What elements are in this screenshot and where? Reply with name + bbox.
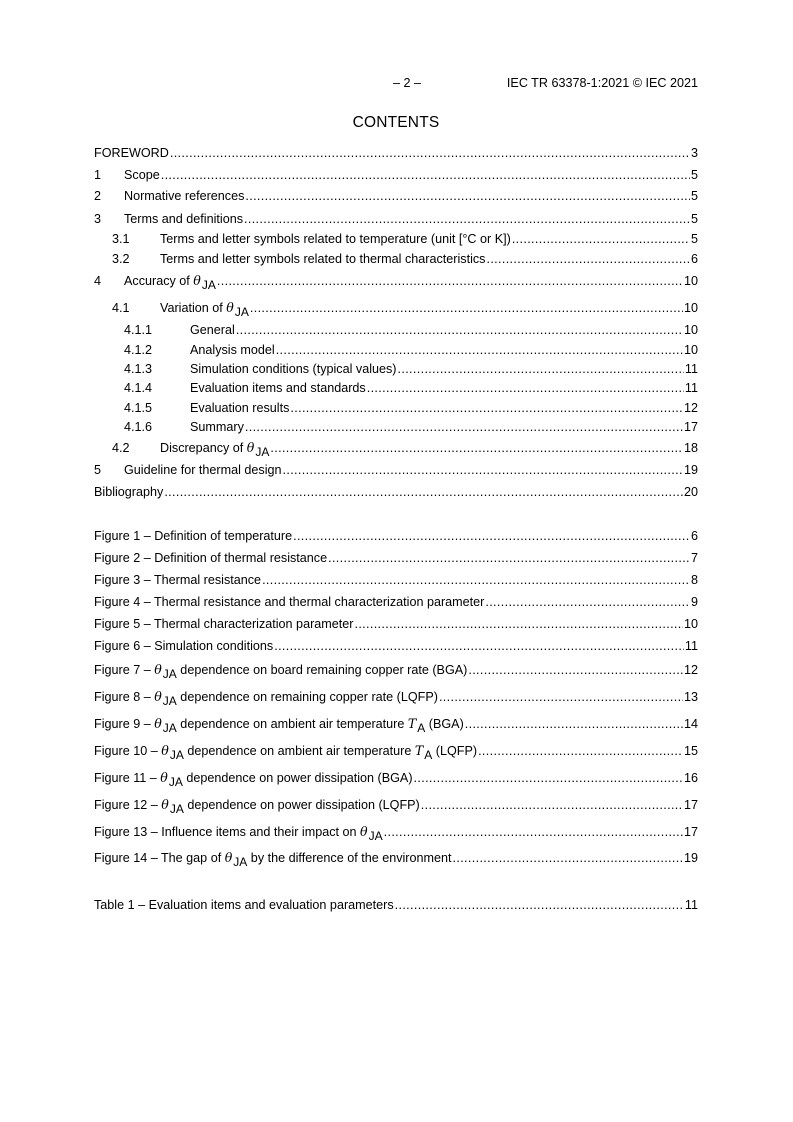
- toc-page-number: 5: [690, 168, 698, 182]
- leader-dots: [512, 231, 690, 248]
- toc-entry-text: Terms and letter symbols related to temperature (unit [°C or K]): [160, 232, 511, 246]
- toc-entry-section-4-1-6[interactable]: [94, 419, 698, 436]
- leader-dots: [384, 824, 683, 841]
- figure-page-number: 8: [690, 573, 698, 587]
- page-header: [94, 76, 698, 92]
- toc-entry-text: Analysis model: [190, 343, 275, 357]
- figure-page-number: 6: [690, 529, 698, 543]
- figure-page-number: 17: [683, 825, 698, 839]
- figure-entry-text: Figure 8 – θJA dependence on remaining copper rate (LQFP): [94, 689, 438, 708]
- leader-dots: [485, 594, 690, 611]
- toc-section-number: 4: [94, 274, 102, 288]
- leader-dots: [290, 400, 683, 417]
- temperature-symbol: T: [414, 743, 424, 758]
- toc-entry-section-3-2[interactable]: [94, 251, 698, 268]
- figure-entry-text: Figure 5 – Thermal characterization parameter: [94, 617, 354, 631]
- leader-dots: [245, 188, 690, 205]
- toc-page-number: 19: [683, 463, 698, 477]
- figure-entry-4[interactable]: [94, 594, 698, 611]
- leader-dots: [293, 528, 690, 545]
- leader-dots: [262, 572, 690, 589]
- figure-entry-7[interactable]: [94, 661, 698, 681]
- toc-page-number: 11: [684, 381, 698, 395]
- theta-subscript: JA: [368, 829, 383, 843]
- figure-entry-text: Figure 14 – The gap of θJA by the difference of the environment: [94, 850, 452, 869]
- table-entry-1[interactable]: [94, 897, 698, 914]
- figure-page-number: 19: [683, 851, 698, 865]
- figure-entry-11[interactable]: [94, 769, 698, 789]
- figure-page-number: 7: [690, 551, 698, 565]
- toc-entry-text: General: [190, 323, 235, 337]
- theta-subscript: JA: [168, 775, 183, 789]
- figure-entry-13[interactable]: [94, 823, 698, 843]
- page-number: – 2 –: [393, 76, 422, 90]
- leader-dots: [283, 462, 683, 479]
- figure-page-number: 16: [683, 771, 698, 785]
- table-entry-text: Table 1 – Evaluation items and evaluation parameters: [94, 898, 394, 912]
- toc-entry-text: FOREWORD: [94, 146, 169, 160]
- leader-dots: [244, 211, 690, 228]
- toc-entry-text: Bibliography: [94, 485, 164, 499]
- theta-symbol: θ: [161, 797, 169, 812]
- toc-section-number: 4.1: [112, 301, 130, 315]
- toc-entry-text: Scope: [124, 168, 160, 182]
- toc-entry-text: Summary: [190, 420, 244, 434]
- toc-entry-text: Normative references: [124, 189, 245, 203]
- toc-page-number: 6: [690, 252, 698, 266]
- toc-page-number: 17: [683, 420, 698, 434]
- figure-entry-text: Figure 6 – Simulation conditions: [94, 639, 274, 653]
- toc-entry-section-1[interactable]: [94, 167, 698, 184]
- figure-entry-text: Figure 10 – θJA dependence on ambient air temperature TA (LQFP): [94, 743, 478, 762]
- toc-entry-bibliography[interactable]: [94, 484, 698, 501]
- toc-entry-text: Evaluation items and standards: [190, 381, 366, 395]
- theta-symbol: θ: [246, 440, 255, 455]
- leader-dots: [395, 897, 684, 914]
- temperature-symbol: T: [407, 716, 417, 731]
- figure-entry-10[interactable]: [94, 742, 698, 762]
- leader-dots: [439, 689, 683, 706]
- leader-dots: [468, 662, 683, 679]
- leader-dots: [245, 419, 683, 436]
- figure-entry-1[interactable]: [94, 528, 698, 545]
- toc-section-number: 3.1: [112, 232, 130, 246]
- theta-subscript: JA: [162, 721, 177, 735]
- table-page-number: 11: [684, 898, 698, 912]
- theta-subscript: JA: [233, 855, 248, 869]
- toc-entry-section-4-1-5[interactable]: [94, 400, 698, 417]
- toc-entry-section-4-1-4[interactable]: [94, 380, 698, 397]
- toc-section-number: 5: [94, 463, 102, 477]
- toc-page-number: 20: [683, 485, 698, 499]
- toc-entry-text: Discrepancy of θJA: [160, 440, 270, 459]
- theta-symbol: θ: [226, 300, 234, 315]
- toc-page-number: 10: [683, 323, 698, 337]
- toc-entry-text: Evaluation results: [190, 401, 290, 415]
- leader-dots: [414, 770, 683, 787]
- toc-entry-text: Guideline for thermal design: [124, 463, 282, 477]
- theta-symbol: θ: [193, 273, 201, 288]
- theta-subscript: JA: [201, 278, 216, 292]
- document-reference: IEC TR 63378-1:2021 © IEC 2021: [506, 76, 698, 90]
- leader-dots: [170, 145, 690, 162]
- theta-symbol: θ: [160, 770, 168, 785]
- toc-page-number: 3: [690, 146, 698, 160]
- toc-page-number: 10: [683, 301, 698, 315]
- figure-page-number: 9: [690, 595, 698, 609]
- toc-entry-section-3[interactable]: [94, 211, 698, 228]
- figure-entry-text: Figure 1 – Definition of temperature: [94, 529, 293, 543]
- toc-section-number: 1: [94, 168, 102, 182]
- figure-entry-text: Figure 13 – Influence items and their impact on θJA: [94, 824, 383, 843]
- figure-page-number: 17: [683, 798, 698, 812]
- figure-entry-text: Figure 12 – θJA dependence on power dissipation (LQFP): [94, 797, 420, 816]
- leader-dots: [161, 167, 690, 184]
- theta-symbol: θ: [154, 689, 162, 704]
- figure-entry-9[interactable]: [94, 715, 698, 735]
- theta-symbol: θ: [161, 743, 169, 758]
- temperature-subscript: A: [417, 721, 426, 735]
- figure-entry-text: Figure 3 – Thermal resistance: [94, 573, 262, 587]
- toc-section-number: 4.1.5: [124, 401, 153, 415]
- theta-symbol: θ: [154, 716, 162, 731]
- toc-section-number: 4.1.4: [124, 381, 153, 395]
- leader-dots: [367, 380, 684, 397]
- leader-dots: [164, 484, 683, 501]
- figure-entry-text: Figure 9 – θJA dependence on ambient air temperature TA (BGA): [94, 716, 464, 735]
- toc-entry-section-4-1-3[interactable]: [94, 361, 698, 378]
- toc-page-number: 10: [683, 343, 698, 357]
- toc-section-number: 2: [94, 189, 102, 203]
- theta-subscript: JA: [255, 445, 270, 459]
- toc-entry-section-4[interactable]: [94, 272, 698, 292]
- toc-section-number: 3.2: [112, 252, 130, 266]
- figure-entry-12[interactable]: [94, 796, 698, 816]
- figure-entry-6[interactable]: [94, 638, 698, 655]
- leader-dots: [465, 716, 683, 733]
- leader-dots: [486, 251, 690, 268]
- toc-page-number: 10: [683, 274, 698, 288]
- figure-page-number: 13: [683, 690, 698, 704]
- toc-section-number: 4.1.3: [124, 362, 153, 376]
- figure-entry-text: Figure 7 – θJA dependence on board remaining copper rate (BGA): [94, 662, 468, 681]
- toc-entry-foreword[interactable]: [94, 145, 698, 162]
- figure-page-number: 11: [684, 639, 698, 653]
- leader-dots: [398, 361, 684, 378]
- toc-entry-text: Terms and letter symbols related to thermal characteristics: [160, 252, 486, 266]
- theta-subscript: JA: [234, 305, 249, 319]
- toc-entry-section-4-1[interactable]: [94, 299, 698, 319]
- theta-symbol: θ: [360, 824, 368, 839]
- toc-section-number: 4.1.2: [124, 343, 153, 357]
- theta-subscript: JA: [169, 748, 184, 762]
- theta-symbol: θ: [224, 850, 233, 865]
- leader-dots: [250, 300, 683, 317]
- temperature-subscript: A: [424, 748, 433, 762]
- toc-page-number: 5: [690, 232, 698, 246]
- toc-entry-section-3-1[interactable]: [94, 231, 698, 248]
- figure-page-number: 12: [683, 663, 698, 677]
- toc-entry-section-2[interactable]: [94, 188, 698, 205]
- leader-dots: [478, 743, 683, 760]
- theta-symbol: θ: [154, 662, 162, 677]
- toc-section-number: 4.1.1: [124, 323, 153, 337]
- toc-page-number: 12: [683, 401, 698, 415]
- toc-entry-text: Terms and definitions: [124, 212, 244, 226]
- theta-subscript: JA: [162, 694, 177, 708]
- leader-dots: [270, 440, 683, 457]
- toc-section-number: 4.1.6: [124, 420, 153, 434]
- leader-dots: [453, 850, 683, 867]
- toc-page-number: 11: [684, 362, 698, 376]
- figure-entry-3[interactable]: [94, 572, 698, 589]
- figure-entry-5[interactable]: [94, 616, 698, 633]
- leader-dots: [274, 638, 684, 655]
- toc-entry-text: Accuracy of θJA: [124, 273, 216, 292]
- leader-dots: [236, 322, 683, 339]
- figure-entry-text: Figure 2 – Definition of thermal resistance: [94, 551, 328, 565]
- toc-entry-text: Variation of θJA: [160, 300, 249, 319]
- leader-dots: [217, 273, 683, 290]
- toc-section-number: 3: [94, 212, 102, 226]
- toc-entry-text: Simulation conditions (typical values): [190, 362, 397, 376]
- toc-entry-section-4-2[interactable]: [94, 439, 698, 459]
- toc-page-number: 5: [690, 189, 698, 203]
- leader-dots: [328, 550, 690, 567]
- toc-page-number: 5: [690, 212, 698, 226]
- leader-dots: [354, 616, 683, 633]
- toc-entry-section-4-1-2[interactable]: [94, 342, 698, 359]
- figure-entry-text: Figure 11 – θJA dependence on power dissipation (BGA): [94, 770, 413, 789]
- figure-page-number: 15: [683, 744, 698, 758]
- figure-entry-14[interactable]: [94, 849, 698, 869]
- leader-dots: [276, 342, 683, 359]
- toc-entry-section-4-1-1[interactable]: [94, 322, 698, 339]
- figure-page-number: 14: [683, 717, 698, 731]
- figure-entry-text: Figure 4 – Thermal resistance and thermal characterization parameter: [94, 595, 485, 609]
- figure-page-number: 10: [683, 617, 698, 631]
- contents-title: CONTENTS: [352, 114, 440, 131]
- leader-dots: [421, 797, 683, 814]
- theta-subscript: JA: [169, 802, 184, 816]
- figure-entry-8[interactable]: [94, 688, 698, 708]
- toc-entry-section-5[interactable]: [94, 462, 698, 479]
- toc-page-number: 18: [683, 441, 698, 455]
- theta-subscript: JA: [162, 667, 177, 681]
- figure-entry-2[interactable]: [94, 550, 698, 567]
- toc-section-number: 4.2: [112, 441, 130, 455]
